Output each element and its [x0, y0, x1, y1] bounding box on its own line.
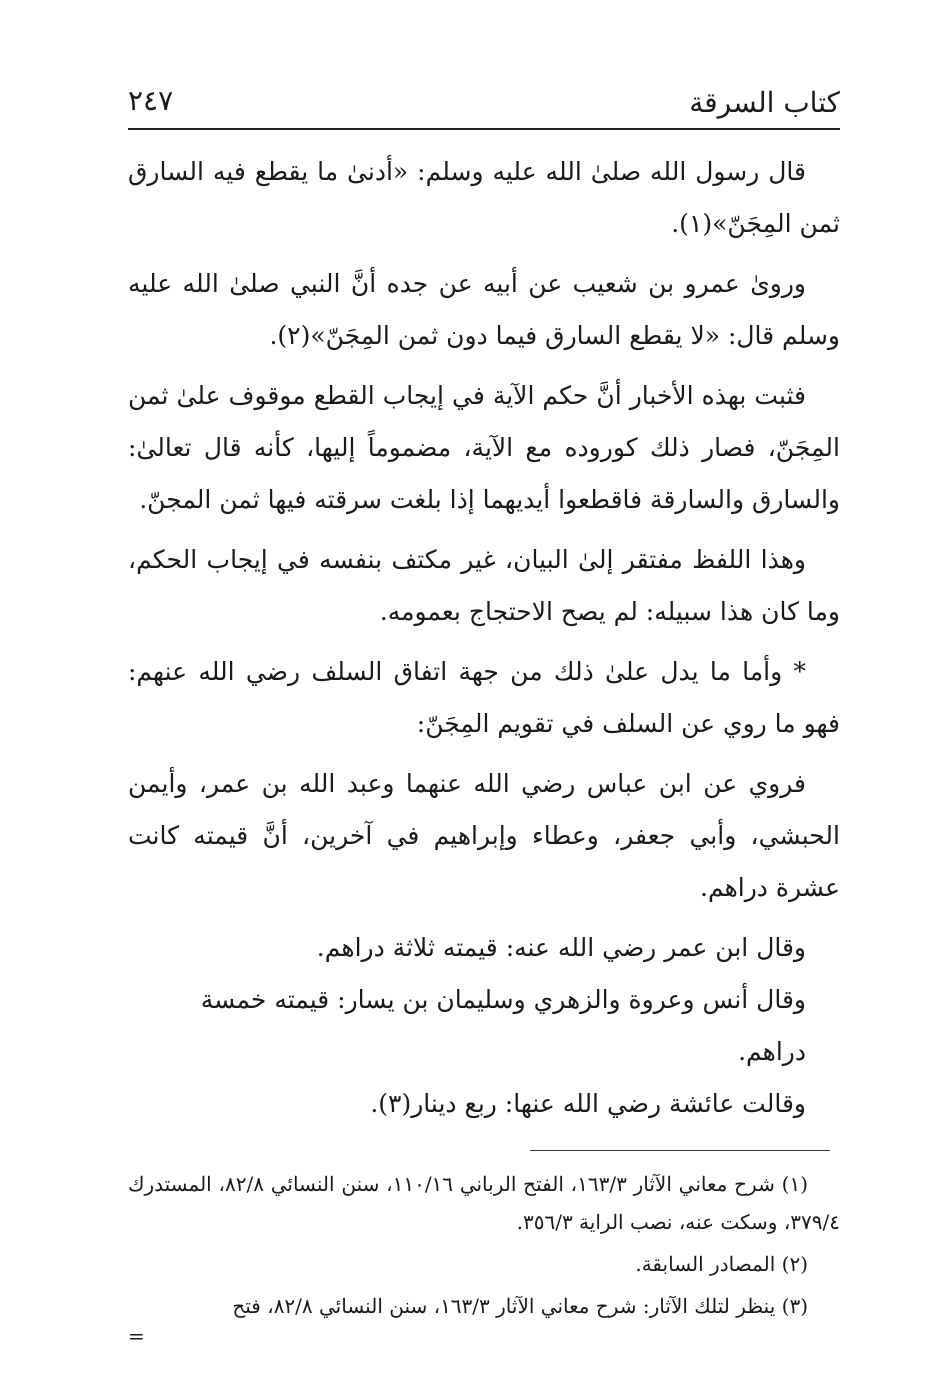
paragraph: * وأما ما يدل علىٰ ذلك من جهة اتفاق السلف رضي الله عنهم: فهو ما روي عن السلف في تقويم المِجَنّ: — [128, 657, 840, 738]
paragraph: ورویٰ عمرو بن شعيب عن أبيه عن جده أنَّ النبي صلىٰ الله عليه وسلم قال: «لا يقطع السارق فيما دون ثمن المِجَنّ»(٢). — [128, 269, 840, 350]
paragraph: فثبت بهذه الأخبار أنَّ حكم الآية في إيجاب القطع موقوف علىٰ ثمن المِجَنّ، فصار ذلك كوروده مع الآية، مضموماً إليها، كأنه قال تعالىٰ: والسارق والسارقة فاقطعوا أيديهما إذا بلغت سرقته فيها ثمن المجنّ. — [128, 381, 840, 514]
paragraph: وقالت عائشة رضي الله عنها: ربع دينار(٣). — [370, 1089, 806, 1118]
page-header — [128, 78, 840, 130]
footnotes — [128, 1165, 840, 1348]
continuation-mark: = — [128, 1324, 145, 1348]
paragraph: قال رسول الله صلىٰ الله عليه وسلم: «أدنىٰ ما يقطع فيه السارق ثمن المِجَنّ»(١). — [128, 157, 840, 238]
footnote: (٢) المصادر السابقة. — [635, 1252, 808, 1276]
paragraph: وقال ابن عمر رضي الله عنه: قيمته ثلاثة دراهم. — [316, 933, 806, 962]
paragraph: وهذا اللفظ مفتقر إلىٰ البيان، غير مكتف بنفسه في إيجاب الحكم، وما كان هذا سبيله: لم يصح الاحتجاج بعمومه. — [128, 545, 840, 626]
footnote: (٣) ينظر لتلك الآثار: شرح معاني الآثار ١٦٣/٣، سنن النسائي ٨٢/٨، فتح — [232, 1294, 808, 1318]
page-number: ٢٤٧ — [128, 84, 174, 117]
main-text — [128, 146, 840, 1130]
book-page — [128, 78, 840, 1348]
paragraph: وقال أنس وعروة والزهري وسليمان بن يسار: قيمته خمسة دراهم. — [200, 985, 806, 1066]
running-title: كتاب السرقة — [689, 86, 840, 119]
footnote-divider — [530, 1150, 830, 1151]
footnote: (١) شرح معاني الآثار ١٦٣/٣، الفتح الرباني ١١٠/١٦، سنن النسائي ٨٢/٨، المستدرك ٣٧٩/٤، وسكت عنه، نصب الراية ٣٥٦/٣. — [128, 1172, 840, 1234]
paragraph: فروي عن ابن عباس رضي الله عنهما وعبد الله بن عمر، وأيمن الحبشي، وأبي جعفر، وعطاء وإبراهيم في آخرين، أنَّ قيمته كانت عشرة دراهم. — [128, 769, 840, 902]
